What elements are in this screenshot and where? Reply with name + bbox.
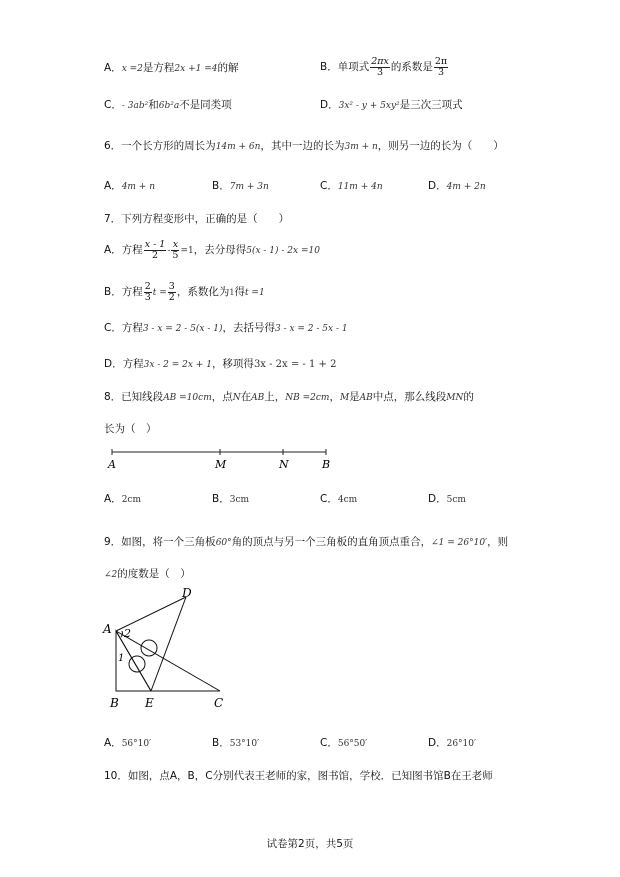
q5-b-coefficient: $\frac{2\pi}{3}$ — [434, 55, 448, 78]
q7-option-b[interactable]: B．方程 $\frac{2}{3}$ t = $\frac{3}{2}$ ，系数化为1得t =1 — [104, 280, 265, 303]
q5-option-d[interactable]: D．3x² - y + 5xy²是三次三项式 — [320, 99, 463, 111]
q5-option-c[interactable]: C．- 3ab²和6b²a不是同类项 — [104, 99, 232, 111]
q7-option-a[interactable]: A．方程 $\frac{x - 1}{2}$ - $\frac{x}{5}$ =1，去分母得5(x - 1) - 2x =10 — [104, 238, 320, 261]
right-angle-mark-upper — [141, 640, 157, 656]
right-angle-mark-lower — [129, 656, 145, 672]
q9-option-b[interactable]: B．53°10′ — [212, 737, 260, 749]
q9-option-c[interactable]: C．56°50′ — [320, 737, 368, 749]
angle-1-label: 1 — [118, 653, 125, 664]
q8-option-d[interactable]: D．5cm — [428, 493, 466, 505]
q8-stem: 8．已知线段AB =10cm，点N在AB上，NB =2cm，M是AB中点，那么线段MN的 — [104, 391, 474, 403]
q9-option-a[interactable]: A．56°10′ — [104, 737, 152, 749]
q5-option-b[interactable]: B．单项式 $\frac{2\pi x}{3}$ 的系数是 $\frac{2\pi}{3}$ — [320, 55, 448, 78]
q9-stem: 9．如图，将一个三角板60°角的顶点与另一个三角板的直角顶点重合，∠1 = 26°10′，则 — [104, 536, 509, 548]
q5-option-a[interactable]: A．x =2是方程2x +1 =4的解 — [104, 62, 239, 74]
angle-2-label: 2 — [124, 627, 131, 640]
q6-option-b[interactable]: B．7m + 3n — [212, 180, 269, 192]
q9-stem-line2: ∠2的度数是（ ） — [104, 568, 191, 580]
q6-option-a[interactable]: A．4m + n — [104, 180, 156, 192]
q10-stem: 10．如图，点A，B，C分别代表王老师的家，图书馆，学校．已知图书馆B在王老师 — [104, 770, 493, 782]
q7-option-c[interactable]: C．方程3 - x = 2 - 5(x - 1)，去括号得3 - x = 2 - 5x - 1 — [104, 322, 348, 334]
q8-option-a[interactable]: A．2cm — [104, 493, 141, 505]
q6-stem: 6．一个长方形的周长为14m + 6n，其中一边的长为3m + n，则另一边的长为（ ） — [104, 140, 504, 152]
point-e-label: E — [145, 696, 154, 710]
q7-stem: 7．下列方程变形中，正确的是（ ） — [104, 213, 290, 225]
segment-diagram — [104, 444, 344, 474]
line-ac — [116, 631, 220, 691]
point-c-label: C — [214, 696, 224, 710]
point-b-label: B — [110, 696, 119, 710]
point-n-label: N — [279, 458, 289, 471]
point-d-label: D — [182, 586, 192, 600]
q6-option-d[interactable]: D．4m + 2n — [428, 180, 486, 192]
point-m-label: M — [215, 458, 227, 471]
q8-option-b[interactable]: B．3cm — [212, 493, 250, 505]
q7-option-d[interactable]: D．方程3x - 2 = 2x + 1，移项得3x - 2x = - 1 + 2 — [104, 358, 337, 370]
q8-stem-line2: 长为（ ） — [104, 423, 157, 435]
point-a-label: A — [103, 622, 112, 636]
point-a-label: A — [108, 458, 116, 471]
triangle-diagram — [100, 585, 240, 713]
q8-option-c[interactable]: C．4cm — [320, 493, 358, 505]
q5-b-fraction: $\frac{2\pi x}{3}$ — [371, 55, 389, 78]
page-footer: 试卷第2页，共5页 — [266, 838, 354, 850]
q9-option-d[interactable]: D．26°10′ — [428, 737, 477, 749]
q6-option-c[interactable]: C．11m + 4n — [320, 180, 383, 192]
point-b-label: B — [322, 458, 331, 471]
